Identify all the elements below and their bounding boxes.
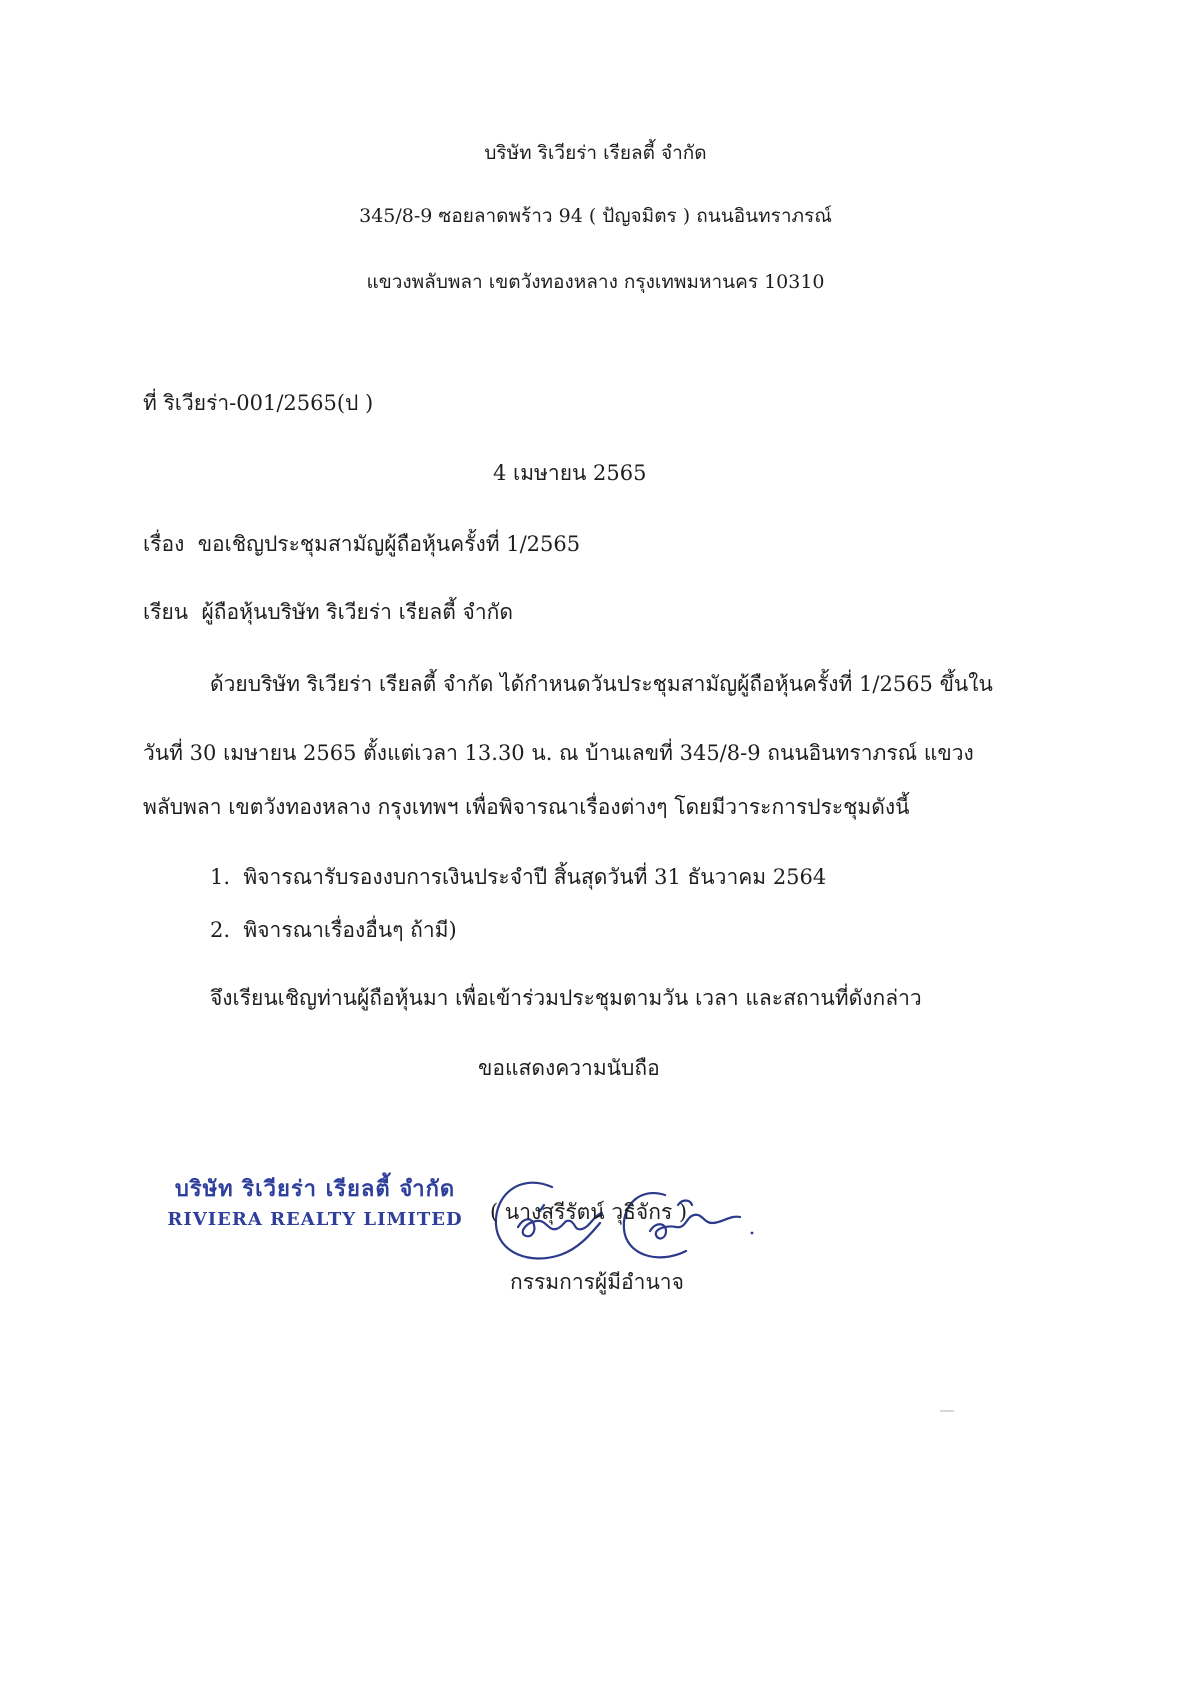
signatory-name: ( นางสุรีรัตน์ วุธิจักร ) bbox=[490, 1200, 688, 1224]
closing-salutation: ขอแสดงความนับถือ bbox=[478, 1056, 660, 1080]
reference-number: ที่ ริเวียร่า-001/2565(ป ) bbox=[143, 391, 374, 415]
address-line-2: แขวงพลับพลา เขตวังทองหลาง กรุงเทพมหานคร 10310 bbox=[366, 271, 825, 293]
recipient-line bbox=[143, 598, 513, 626]
company-stamp-english: RIVIERA REALTY LIMITED bbox=[167, 1209, 463, 1230]
company-name-header: บริษัท ริเวียร่า เรียลตี้ จำกัด bbox=[484, 142, 707, 164]
agenda-number: 2. bbox=[210, 918, 231, 942]
agenda-item bbox=[210, 863, 826, 891]
body-line-2: วันที่ 30 เมษายน 2565 ตั้งแต่เวลา 13.30 น. ณ บ้านเลขที่ 345/8-9 ถนนอินทราภรณ์ แขวง bbox=[143, 741, 974, 765]
agenda-text: พิจารณาเรื่องอื่นๆ ถ้ามี) bbox=[243, 918, 457, 942]
subject-text: ขอเชิญประชุมสามัญผู้ถือหุ้นครั้งที่ 1/2565 bbox=[197, 532, 581, 556]
agenda-number: 1. bbox=[210, 865, 231, 889]
body-line-3: พลับพลา เขตวังทองหลาง กรุงเทพฯ เพื่อพิจารณาเรื่องต่างๆ โดยมีวาระการประชุมดังนี้ bbox=[143, 795, 910, 819]
signatory-title: กรรมการผู้มีอำนาจ bbox=[510, 1270, 684, 1294]
agenda-text: พิจารณารับรองงบการเงินประจำปี สิ้นสุดวันที่ 31 ธันวาคม 2564 bbox=[243, 865, 827, 889]
company-stamp bbox=[150, 1175, 480, 1235]
closing-invitation: จึงเรียนเชิญท่านผู้ถือหุ้นมา เพื่อเข้าร่วมประชุมตามวัน เวลา และสถานที่ดังกล่าว bbox=[210, 986, 922, 1010]
scan-mark bbox=[940, 1410, 954, 1412]
agenda-item bbox=[210, 916, 457, 944]
subject-line bbox=[143, 530, 580, 558]
address-line-1: 345/8-9 ซอยลาดพร้าว 94 ( ปัญจมิตร ) ถนนอินทราภรณ์ bbox=[359, 205, 832, 227]
recipient-text: ผู้ถือหุ้นบริษัท ริเวียร่า เรียลตี้ จำกัด bbox=[201, 600, 513, 624]
letter-date: 4 เมษายน 2565 bbox=[493, 461, 647, 485]
recipient-label: เรียน bbox=[143, 600, 189, 624]
body-line-1: ด้วยบริษัท ริเวียร่า เรียลตี้ จำกัด ได้กำหนดวันประชุมสามัญผู้ถือหุ้นครั้งที่ 1/2565 ขึ้นใน bbox=[210, 672, 993, 696]
company-stamp-thai: บริษัท ริเวียร่า เรียลตี้ จำกัด bbox=[174, 1177, 456, 1202]
subject-label: เรื่อง bbox=[143, 532, 185, 556]
